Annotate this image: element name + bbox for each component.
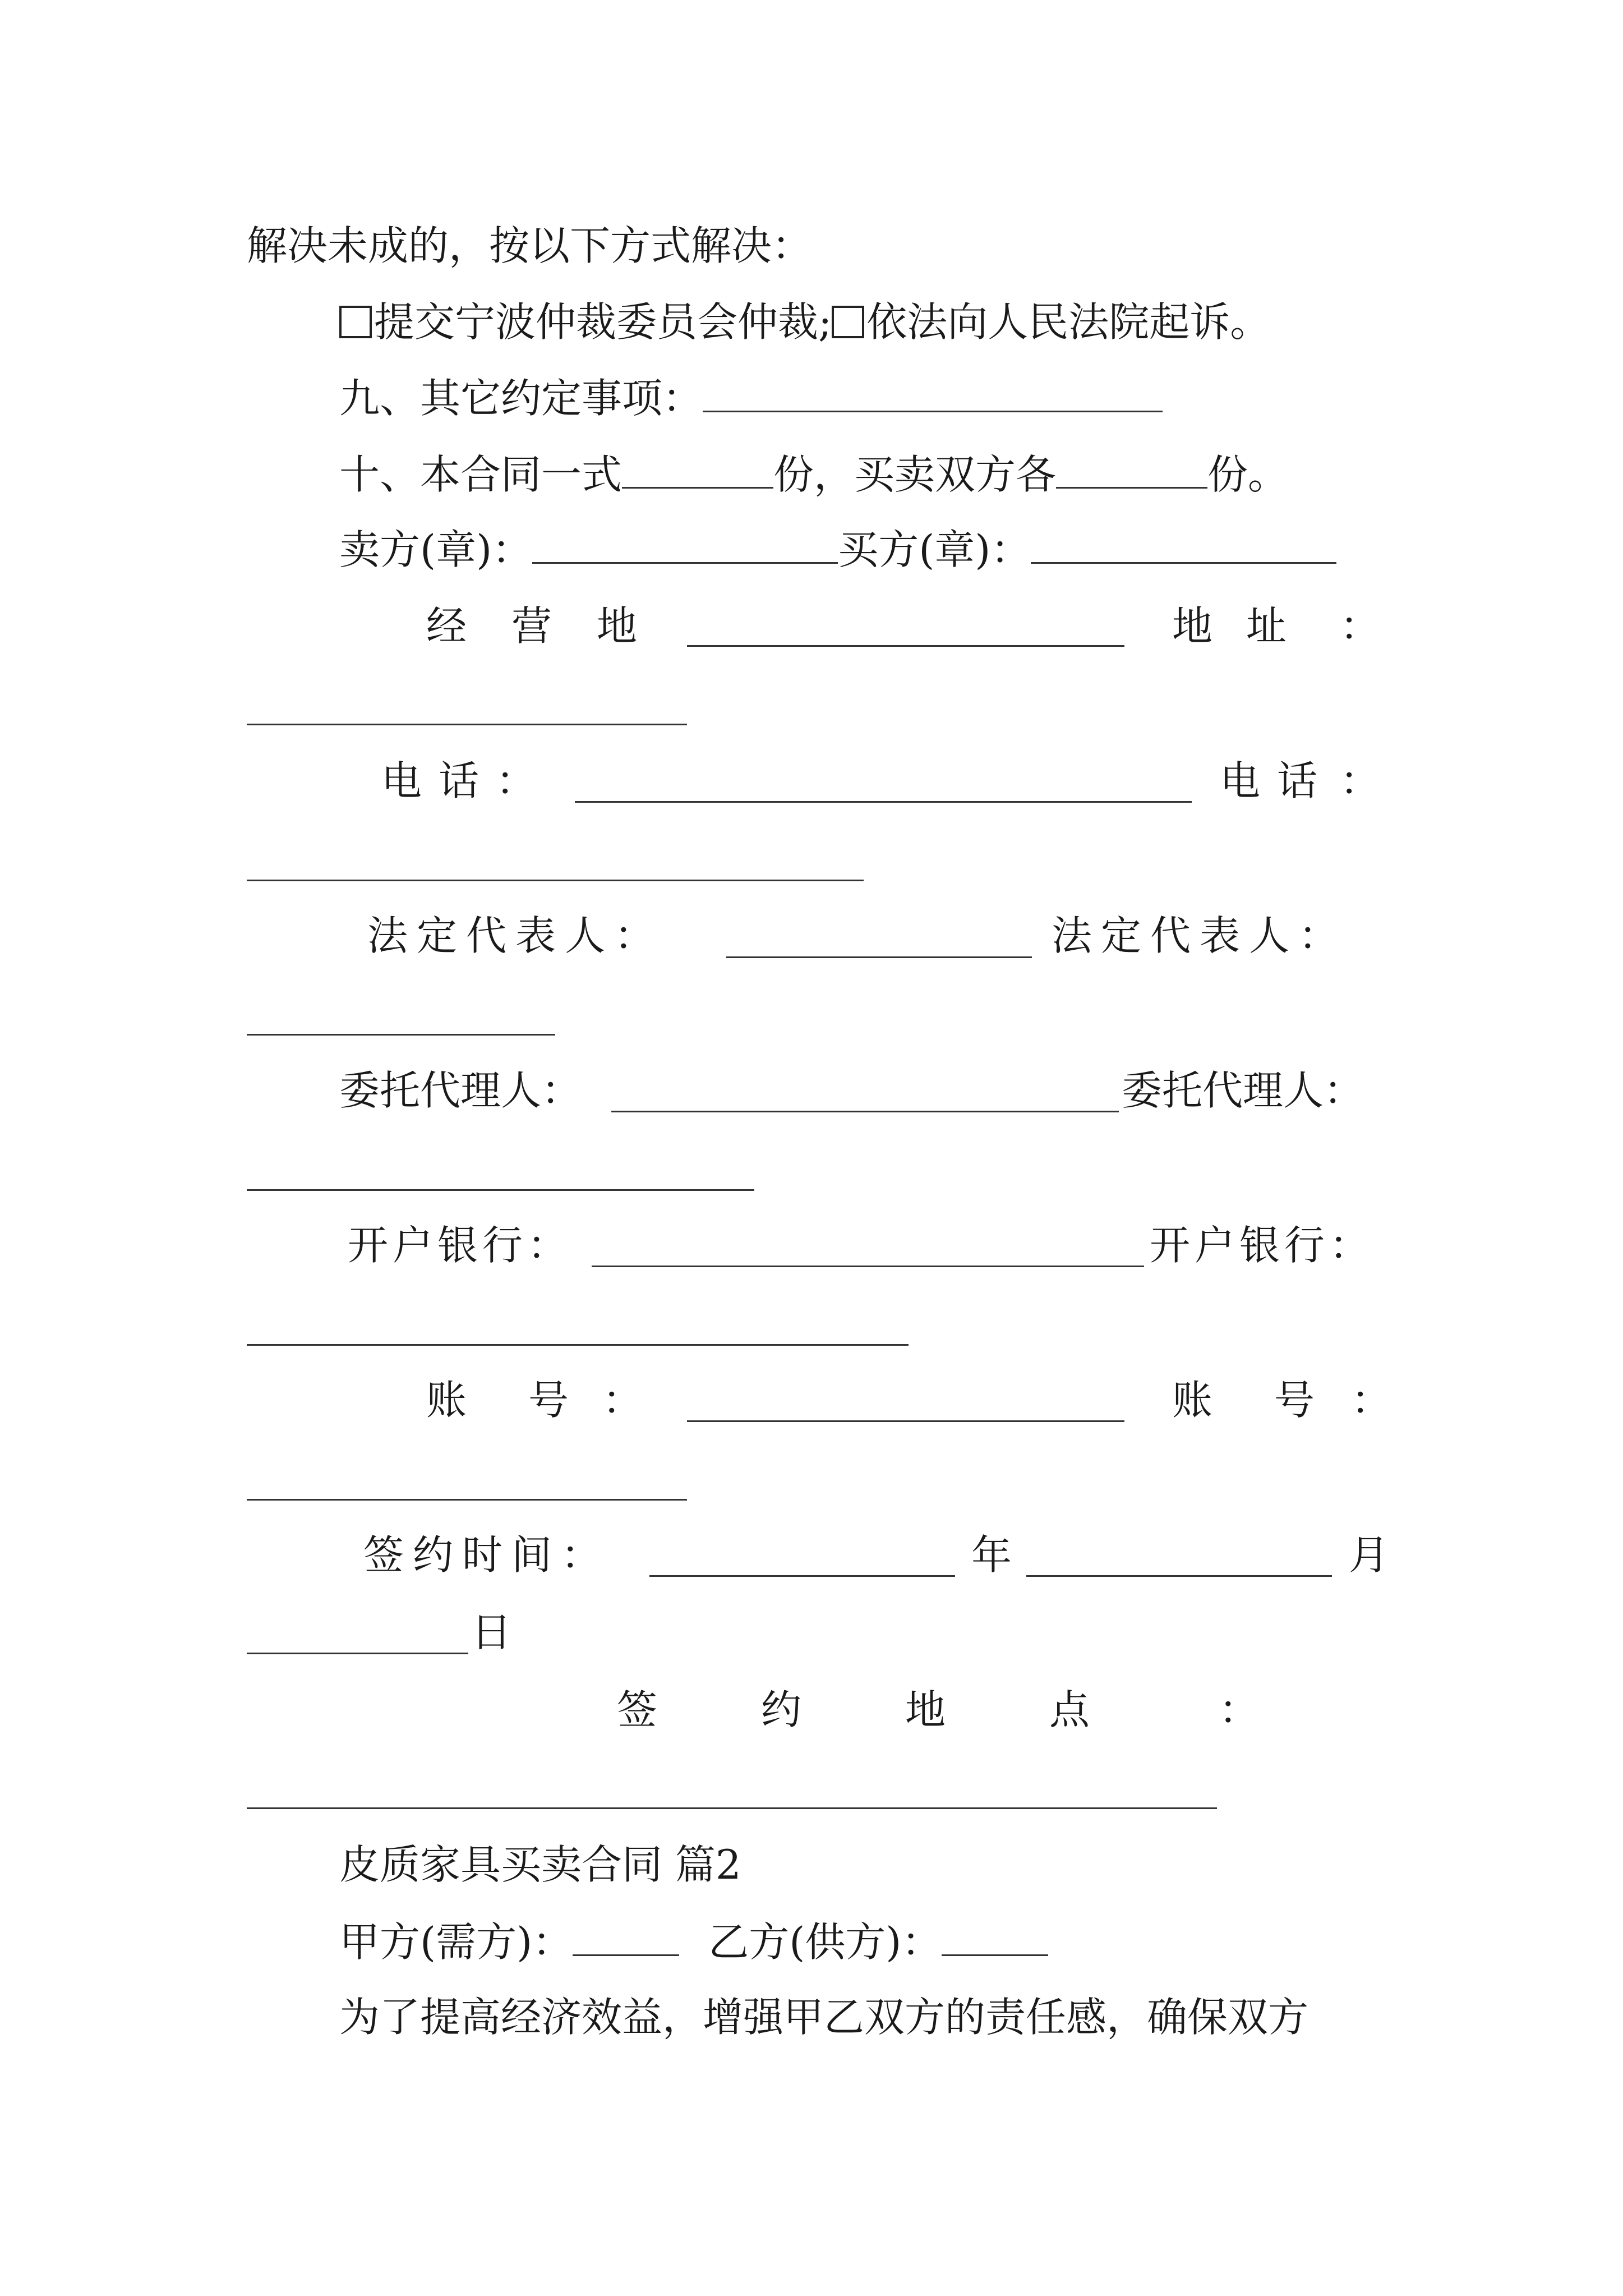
bank-right-label — [1150, 1218, 1370, 1272]
party-a-blank[interactable] — [573, 1914, 679, 1956]
char: 间 — [511, 1531, 552, 1579]
address-left-label — [426, 599, 637, 653]
checkbox-court[interactable] — [832, 306, 864, 338]
buyer-seal-blank[interactable] — [1031, 522, 1336, 564]
char: 地 — [1172, 602, 1213, 650]
char: 账 — [1172, 1377, 1213, 1424]
sign-place-blank[interactable] — [247, 1807, 1217, 1809]
char: 表 — [1200, 912, 1241, 959]
bank-blank-seller[interactable] — [592, 1266, 1144, 1267]
char: 约 — [413, 1531, 454, 1579]
account-left-label — [426, 1373, 643, 1427]
char: 行 — [1284, 1222, 1325, 1269]
char: ： — [614, 912, 655, 959]
clause-nine-label: 九、其它约定事项： — [339, 375, 703, 422]
char: ： — [602, 1377, 643, 1424]
char: ： — [1340, 602, 1381, 650]
char: 号 — [528, 1377, 569, 1424]
agent-blank-buyer[interactable] — [247, 1189, 754, 1191]
char: 号 — [1274, 1377, 1315, 1424]
clause-nine — [339, 370, 1163, 424]
char: 行 — [482, 1222, 523, 1269]
char: 银 — [1239, 1222, 1280, 1269]
seal-line — [339, 522, 1336, 576]
char: 法 — [367, 912, 408, 959]
char: ： — [527, 1222, 568, 1269]
char: 营 — [511, 602, 552, 650]
char: 话 — [439, 757, 479, 804]
char: 人 — [1249, 912, 1290, 959]
option-court: 依法向人民法院起诉。 — [866, 298, 1271, 346]
char: 签 — [363, 1531, 404, 1579]
checkbox-arbitration[interactable] — [339, 306, 372, 338]
char: 代 — [1150, 912, 1191, 959]
address-right-label — [1172, 599, 1380, 653]
char: ： — [1351, 1377, 1392, 1424]
clause-ten-part-a: 十、本合同一式 — [339, 451, 623, 498]
rep-left-label — [367, 909, 654, 963]
char: 开 — [348, 1222, 389, 1269]
agent-left-label: 委托代理人： — [339, 1067, 582, 1114]
char: ： — [1298, 912, 1339, 959]
char: 址 — [1246, 602, 1287, 650]
account-blank-buyer[interactable] — [247, 1499, 687, 1501]
year-blank[interactable] — [649, 1575, 955, 1577]
month-blank[interactable] — [1026, 1575, 1332, 1577]
char: 地 — [597, 602, 638, 650]
char: 户 — [1195, 1222, 1235, 1269]
char: 银 — [437, 1222, 478, 1269]
bank-left-label — [348, 1218, 568, 1272]
clause-ten-part-c: 份。 — [1207, 451, 1289, 498]
address-blank-buyer[interactable] — [247, 724, 687, 725]
char: 代 — [466, 912, 507, 959]
other-terms-blank[interactable] — [703, 370, 1163, 412]
agent-right-label: 委托代理人： — [1122, 1067, 1364, 1114]
sign-time-label — [363, 1528, 601, 1582]
char: 点 — [1049, 1686, 1090, 1733]
day-label: 日 — [471, 1609, 512, 1656]
party-b-label: 乙方(供方)： — [708, 1918, 942, 1966]
paragraph-dispute: 解决未成的，按以下方式解决： — [247, 222, 813, 269]
copies-each-blank[interactable] — [1056, 447, 1207, 489]
preamble-paragraph: 为了提高经济效益，增强甲乙双方的责任感，确保双方 — [339, 1994, 1309, 2041]
rep-blank-seller[interactable] — [726, 956, 1032, 958]
char: ： — [496, 757, 537, 804]
char: 人 — [565, 912, 606, 959]
day-blank[interactable] — [247, 1653, 468, 1654]
seller-seal-blank[interactable] — [532, 522, 838, 564]
char: 法 — [1052, 912, 1092, 959]
agent-blank-seller[interactable] — [611, 1111, 1119, 1112]
char: 签 — [617, 1686, 658, 1733]
char: ： — [1219, 1686, 1260, 1733]
char: 账 — [426, 1377, 467, 1424]
month-label: 月 — [1349, 1531, 1390, 1579]
seller-seal-label: 卖方(章)： — [339, 526, 533, 573]
char: 户 — [393, 1222, 434, 1269]
char: 表 — [515, 912, 556, 959]
sign-place-label — [617, 1683, 1259, 1737]
phone-blank-seller[interactable] — [575, 801, 1192, 803]
section-title-2: 皮质家具买卖合同 篇2 — [339, 1841, 741, 1888]
copies-total-blank[interactable] — [622, 447, 773, 489]
char: 电 — [1220, 757, 1261, 804]
clause-ten — [339, 447, 1288, 500]
party-a-label: 甲方(需方)： — [339, 1918, 573, 1966]
char: 开 — [1150, 1222, 1191, 1269]
year-label: 年 — [971, 1531, 1012, 1579]
buyer-seal-label: 买方(章)： — [838, 526, 1031, 573]
clause-ten-part-b: 份，买卖双方各 — [773, 451, 1057, 498]
rep-right-label — [1052, 909, 1339, 963]
char: ： — [1329, 1222, 1370, 1269]
char: 时 — [462, 1531, 503, 1579]
char: 定 — [417, 912, 458, 959]
char: ： — [561, 1531, 602, 1579]
char: 地 — [905, 1686, 946, 1733]
char: 经 — [426, 602, 467, 650]
rep-blank-buyer[interactable] — [247, 1034, 555, 1036]
dispute-options — [339, 295, 1270, 349]
party-b-blank[interactable] — [942, 1914, 1048, 1956]
account-blank-seller[interactable] — [687, 1420, 1124, 1422]
char: 定 — [1101, 912, 1142, 959]
char: 约 — [761, 1686, 802, 1733]
char: ： — [1340, 757, 1381, 804]
option-arbitration: 提交宁波仲裁委员会仲裁; — [374, 298, 832, 346]
parties-line — [339, 1914, 1048, 1968]
address-blank-seller[interactable] — [687, 645, 1124, 647]
bank-blank-buyer[interactable] — [247, 1344, 909, 1346]
phone-left-label — [381, 754, 536, 808]
char: 电 — [381, 757, 422, 804]
char: 话 — [1277, 757, 1318, 804]
phone-blank-buyer[interactable] — [247, 880, 864, 881]
phone-right-label — [1220, 754, 1380, 808]
account-right-label — [1172, 1373, 1391, 1427]
